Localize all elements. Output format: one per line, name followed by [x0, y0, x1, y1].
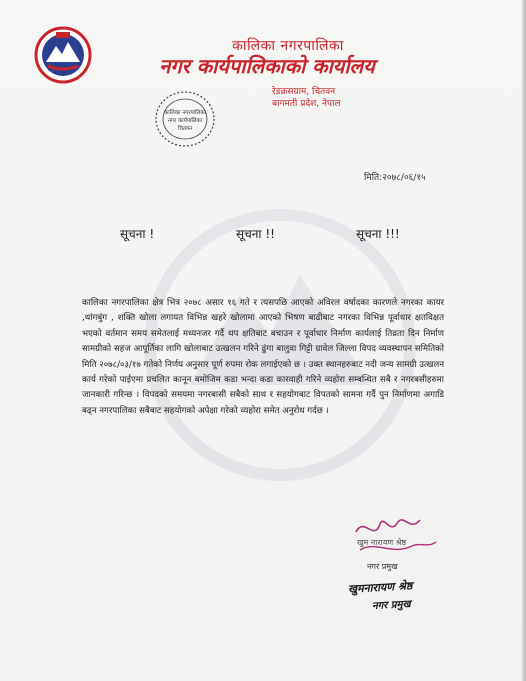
signatory-name: खुम नारायण श्रेष्ठ — [357, 538, 407, 547]
office-stamp — [154, 90, 216, 148]
stamp-text-2: नगर कार्यपालिका — [167, 118, 203, 124]
notice-heading-2: सूचना !! — [236, 227, 275, 241]
stamp-text-1: कालिका नगरपालिका — [164, 110, 206, 116]
letter-date: मिति:२०७८/०६/१५ — [364, 173, 426, 183]
notice-heading-3: सूचना !!! — [356, 227, 400, 241]
nepal-emblem-icon — [34, 26, 92, 84]
seal-name: खुमनारायण श्रेष्ठ — [347, 579, 413, 596]
notice-body: कालिका नगरपालिका क्षेत्र भित्र २०७८ असार १६ गते र त्यसपछि आएको अविरल वर्षादका कारणले नगरका कायर ,थांगबुंग , शक्ति खोला लगायत विभिन्न खहरे खोलामा आएको भिषण बाढीबाट नगरका विभिन्न पूर्वाधार क्षतविक्षत भएको वर्तमान समय समेतलाई मध्यनजर गर्दै थप क्षतिबाट बचाउन र पूर्वाधार निर्माण कार्यलाई तिव्रता दिन निर्माण सामग्रीको सहज आपूर्तिका लागि खोलाबाट उत्खलन गरिने ढुंगा बालुवा गिट्टी ग्रावेल जिल्ला विपद व्यवस्थापन समितिको मिति २०७८/०३/१७ गतेको निर्णय अनुसार पूर्ण रुपमा रोक लगाईएको छ । उक्त स्थानहरुबाट नदी जन्य सामग्री उत्खलन कार्य गरेको पाईएमा प्रचलित कानून बमोजिम कडा भन्दा कडा कारवाही गरिने व्यहोरा सम्बन्धित सबै र नगरबसीहरुमा जानकारी गरिन्छ । विपदको समयमा नगरबासी सबैको साथ र सहयोगबाट विपतको सामना गर्दै पुन निर्माणमा अगाडि बढ्न नगरपालिका सबैबाट सहयोगको अपेक्षा गरेको व्यहोरा समेत अनुरोध गर्दछ । — [82, 298, 444, 416]
page-edge — [522, 0, 526, 681]
seal-title: नगर प्रमुख — [371, 598, 411, 613]
address-line-1: रेडक्रसग्राम, चितवन — [272, 87, 336, 97]
office-name: नगर कार्यपालिकाको कार्यालय — [159, 54, 375, 78]
address-line-2: बागमती प्रदेश, नेपाल — [272, 99, 341, 109]
stamp-text-3: चितवन — [177, 126, 193, 132]
municipality-name: कालिका नगरपालिका — [232, 38, 344, 54]
notice-heading-1: सूचना ! — [120, 227, 155, 241]
signatory-title: नगर प्रमुख — [367, 562, 398, 571]
